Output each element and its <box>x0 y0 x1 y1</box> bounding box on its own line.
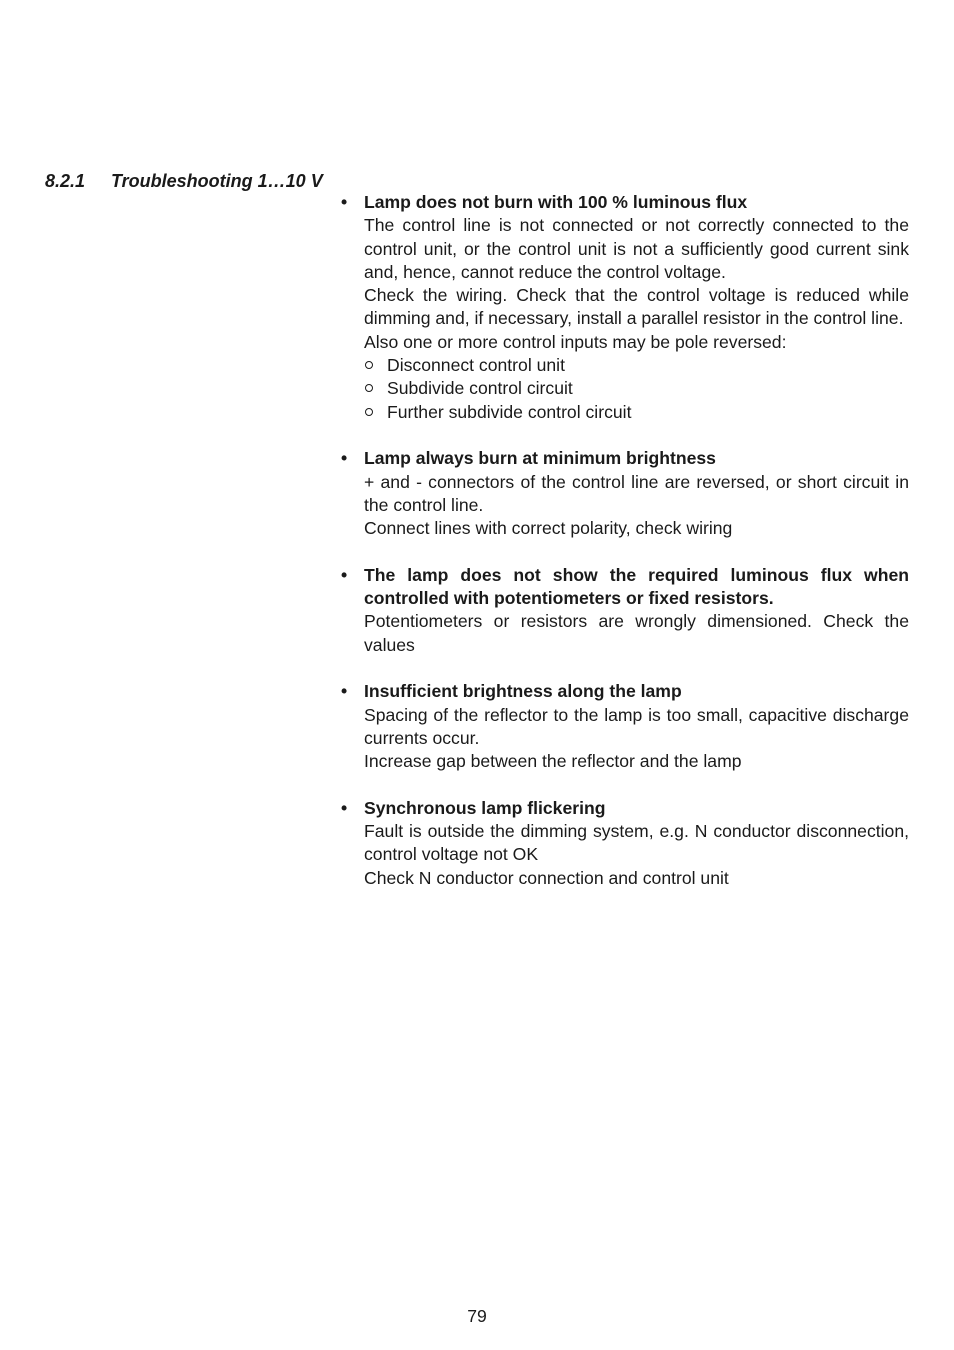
item-paragraph: Also one or more control inputs may be pole reversed: <box>364 331 787 352</box>
page-number: 79 <box>467 1306 487 1326</box>
bullet-icon: • <box>341 681 348 702</box>
sub-list-item <box>364 401 909 424</box>
item-heading: Lamp always burn at minimum brightness <box>364 448 716 469</box>
item-paragraph: Fault is outside the dimming system, e.g. N conductor disconnection, control voltage not OK <box>364 821 909 865</box>
bullet-icon: • <box>341 448 348 469</box>
item-paragraph: Increase gap between the reflector and the lamp <box>364 751 742 772</box>
item-paragraph: Check N conductor connection and control unit <box>364 867 729 888</box>
sub-list-item <box>364 354 909 377</box>
item-heading: Synchronous lamp flickering <box>364 797 606 818</box>
bullet-icon: • <box>341 564 348 585</box>
troubleshooting-item <box>341 680 909 773</box>
circle-bullet-icon <box>365 361 373 369</box>
sub-list <box>364 354 909 424</box>
item-paragraph: Potentiometers or resistors are wrongly dimensioned. Check the values <box>364 611 909 655</box>
troubleshooting-item <box>341 447 909 540</box>
circle-bullet-icon <box>365 408 373 416</box>
troubleshooting-item <box>341 191 909 424</box>
troubleshooting-list <box>341 191 909 913</box>
troubleshooting-item <box>341 564 909 657</box>
sub-list-item-label: Further subdivide control circuit <box>387 401 632 422</box>
circle-bullet-icon <box>365 384 373 392</box>
section-number: 8.2.1 <box>45 171 86 191</box>
troubleshooting-item <box>341 797 909 890</box>
item-paragraph: The control line is not connected or not correctly connected to the control unit, or the control unit is not a sufficiently good current sink and, hence, cannot reduce the control voltage. <box>364 215 909 282</box>
item-heading: Insufficient brightness along the lamp <box>364 681 682 702</box>
section-title: Troubleshooting 1…10 V <box>111 171 323 191</box>
item-paragraph: + and - connectors of the control line are reversed, or short circuit in the control line. <box>364 471 909 515</box>
item-heading: Lamp does not burn with 100 % luminous flux <box>364 192 748 212</box>
bullet-icon: • <box>341 192 348 212</box>
item-paragraph: Connect lines with correct polarity, check wiring <box>364 518 733 539</box>
item-paragraph: Spacing of the reflector to the lamp is too small, capacitive discharge currents occur. <box>364 704 909 748</box>
sub-list-item <box>364 377 909 400</box>
sub-list-item-label: Subdivide control circuit <box>387 378 573 399</box>
sub-list-item-label: Disconnect control unit <box>387 355 565 376</box>
item-paragraph: Check the wiring. Check that the control voltage is reduced while dimming and, if necessary, install a parallel resistor in the control line. <box>364 285 909 329</box>
bullet-icon: • <box>341 797 348 818</box>
item-heading: The lamp does not show the required luminous flux when controlled with potentiometers or fixed resistors. <box>364 564 909 609</box>
